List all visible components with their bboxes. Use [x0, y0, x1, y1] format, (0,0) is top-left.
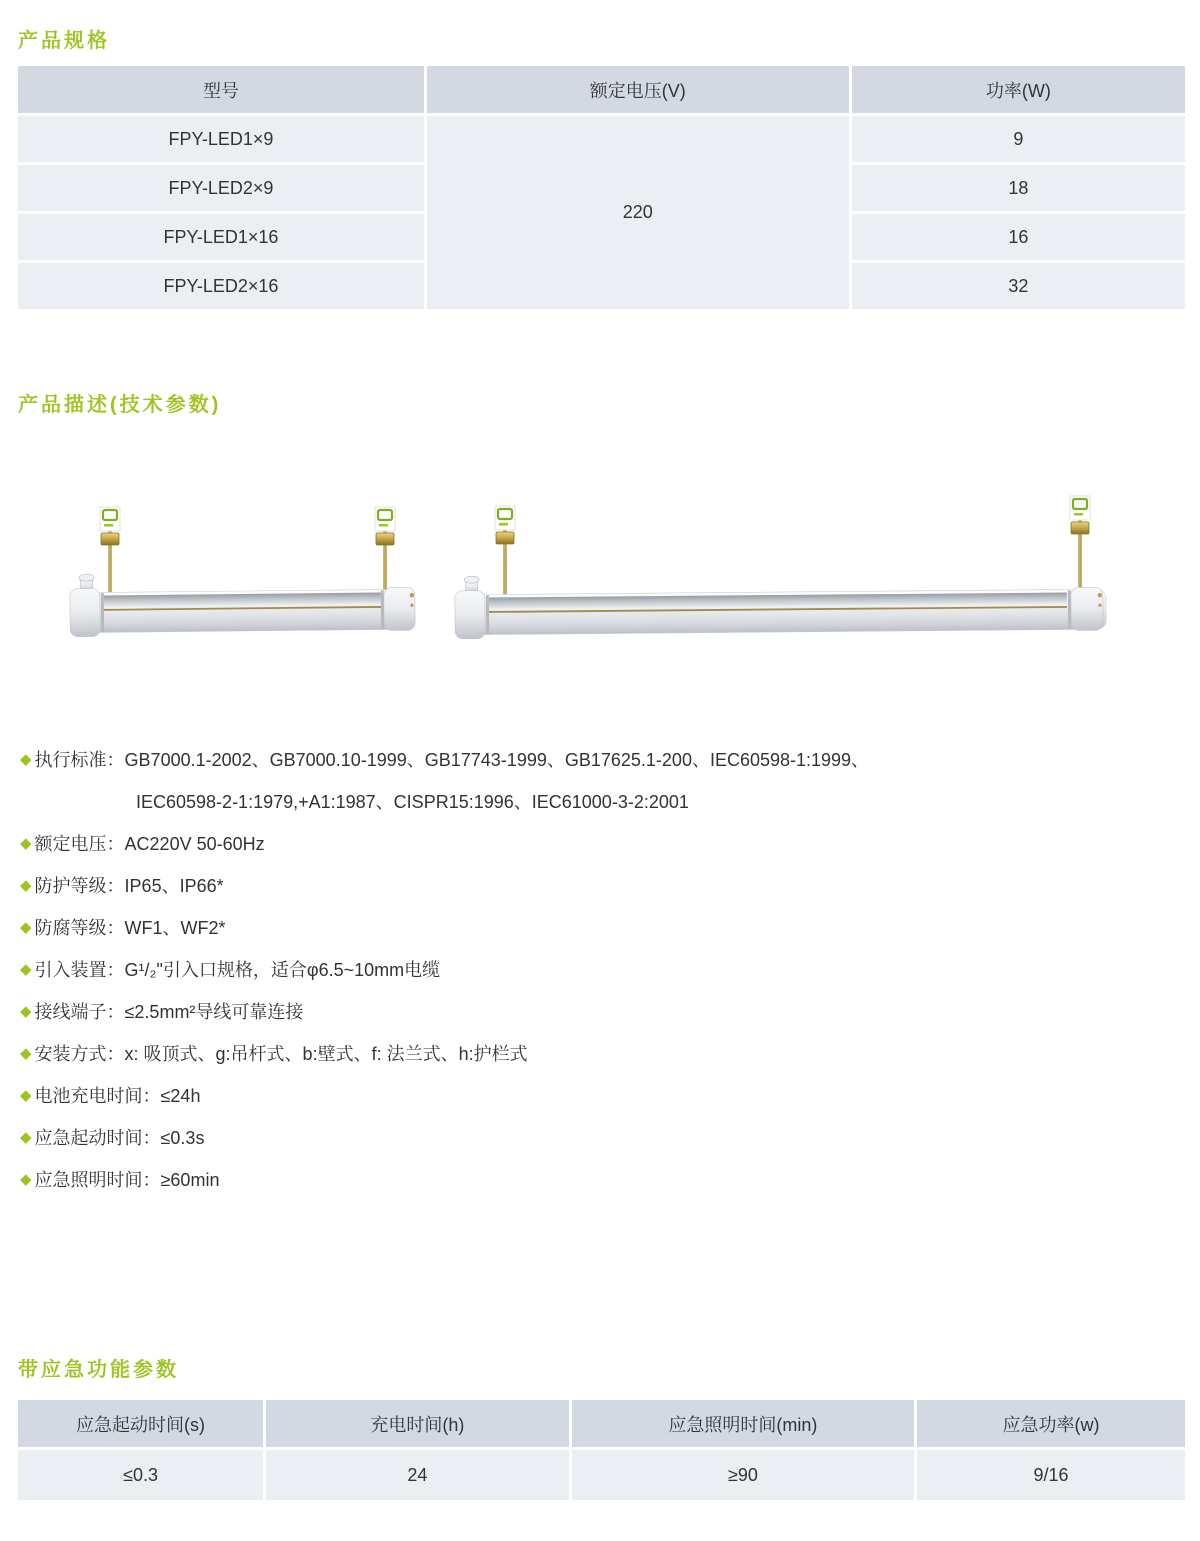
- spec-table-voltage-cell: 220: [427, 116, 849, 309]
- diamond-bullet-icon: ◆: [20, 1170, 32, 1188]
- emergency-table-header-start-time: 应急起动时间(s): [18, 1400, 263, 1447]
- hanger-rod: [1070, 496, 1090, 594]
- diamond-bullet-icon: ◆: [20, 1128, 32, 1146]
- bullet-text: 电池充电时间：≤24h: [34, 1086, 201, 1106]
- hanger-rod: [375, 507, 395, 595]
- emergency-table-header-power: 应急功率(w): [917, 1400, 1185, 1447]
- list-item: [20, 864, 1185, 906]
- emergency-table: [18, 1400, 1185, 1500]
- diamond-bullet-icon: ◆: [20, 918, 32, 936]
- list-item: [20, 1032, 1185, 1074]
- bullet-text: 防护等级：IP65、IP66*: [34, 876, 224, 896]
- list-item: [20, 1074, 1185, 1116]
- emergency-table-start-time-cell: ≤0.3: [18, 1450, 263, 1500]
- emergency-table-charge-time-cell: 24: [266, 1450, 569, 1500]
- list-item: [20, 906, 1185, 948]
- hanger-rod: [100, 507, 120, 595]
- product-photo-short-lamp: [68, 495, 418, 655]
- bullet-text: 执行标准：GB7000.1-2002、GB7000.10-1999、GB17743-1999、GB17625.1-200、IEC60598-1:1999、: [34, 750, 870, 770]
- bullet-text: 应急照明时间：≥60min: [34, 1170, 220, 1190]
- bullet-text: 额定电压：AC220V 50-60Hz: [34, 834, 265, 854]
- long-lamp-illustration: [452, 490, 1112, 660]
- list-item: [20, 1158, 1185, 1200]
- bullet-text: 安装方式：x: 吸顶式、g:吊杆式、b:壁式、f: 法兰式、h:护栏式: [34, 1044, 528, 1064]
- list-item: [20, 780, 1185, 822]
- diamond-bullet-icon: ◆: [20, 1044, 32, 1062]
- hanger-rod: [495, 506, 515, 596]
- emergency-table-header-charge-time: 充电时间(h): [266, 1400, 569, 1447]
- emergency-table-header-lighting-time: 应急照明时间(min): [572, 1400, 914, 1447]
- list-item: [20, 738, 1185, 780]
- spec-table-power-cell: 16: [852, 214, 1185, 260]
- list-item: [20, 990, 1185, 1032]
- diamond-bullet-icon: ◆: [20, 1002, 32, 1020]
- section-title-product-specs: 产品规格: [18, 30, 110, 52]
- lamp-tube: [70, 571, 416, 637]
- spec-table-header-model: 型号: [18, 66, 424, 113]
- spec-table-header-power: 功率(W): [852, 66, 1185, 113]
- spec-table: [18, 66, 1185, 309]
- technical-parameter-list: [20, 738, 1185, 1200]
- section-title-emergency-params: 带应急功能参数: [18, 1359, 179, 1381]
- diamond-bullet-icon: ◆: [20, 750, 32, 768]
- bullet-text: 引入装置：G¹/₂"引入口规格，适合φ6.5~10mm电缆: [34, 960, 441, 980]
- list-item: [20, 1116, 1185, 1158]
- spec-table-power-cell: 9: [852, 116, 1185, 162]
- bullet-text: 接线端子：≤2.5mm²导线可靠连接: [34, 1002, 304, 1022]
- bullet-text: IEC60598-2-1:1979,+A1:1987、CISPR15:1996、IEC61000-3-2:2001: [136, 792, 689, 812]
- lamp-tube: [455, 571, 1107, 639]
- spec-table-model-cell: FPY-LED1×9: [18, 116, 424, 162]
- emergency-table-power-cell: 9/16: [917, 1450, 1185, 1500]
- spec-table-model-cell: FPY-LED2×16: [18, 263, 424, 309]
- bullet-text: 应急起动时间：≤0.3s: [34, 1128, 205, 1148]
- spec-table-model-cell: FPY-LED1×16: [18, 214, 424, 260]
- product-photo-long-lamp: [452, 490, 1112, 660]
- spec-table-power-cell: 32: [852, 263, 1185, 309]
- diamond-bullet-icon: ◆: [20, 1086, 32, 1104]
- list-item: [20, 822, 1185, 864]
- spec-table-model-cell: FPY-LED2×9: [18, 165, 424, 211]
- spec-table-power-cell: 18: [852, 165, 1185, 211]
- section-title-product-description: 产品描述(技术参数): [18, 394, 222, 416]
- list-item: [20, 948, 1185, 990]
- diamond-bullet-icon: ◆: [20, 960, 32, 978]
- spec-table-header-voltage: 额定电压(V): [427, 66, 849, 113]
- bullet-text: 防腐等级：WF1、WF2*: [34, 918, 226, 938]
- emergency-table-lighting-time-cell: ≥90: [572, 1450, 914, 1500]
- diamond-bullet-icon: ◆: [20, 876, 32, 894]
- short-lamp-illustration: [68, 495, 418, 655]
- diamond-bullet-icon: ◆: [20, 834, 32, 852]
